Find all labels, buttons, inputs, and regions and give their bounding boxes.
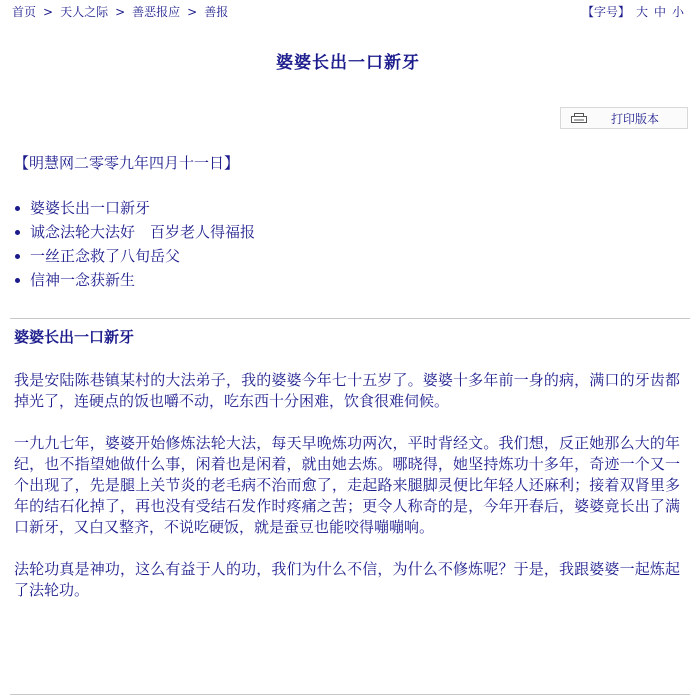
font-size-medium-button[interactable]: 中 — [653, 5, 666, 19]
toc-link[interactable]: 一丝正念救了八旬岳父 — [30, 247, 181, 265]
top-bar — [12, 2, 688, 22]
bullet-icon — [15, 254, 20, 259]
breadcrumb-tianren-link[interactable]: 天人之际 — [60, 5, 109, 19]
article-paragraph: 我是安陆陈巷镇某村的大法弟子，我的婆婆今年七十五岁了。婆婆十多年前一身的病，满口的牙齿都掉光了，连硬点的饭也嚼不动，吃东西十分困难，饮食很难伺候。 — [14, 371, 680, 410]
article-toc — [14, 196, 255, 292]
font-size-small-button[interactable]: 小 — [671, 5, 684, 19]
bullet-icon — [15, 278, 20, 283]
article-paragraph: 一九九七年，婆婆开始修炼法轮大法，每天早晚炼功两次，平时背经文。我们想，反正她那么大的年纪，也不指望她做什么事，闲着也是闲着，就由她去炼。哪晓得，她坚持炼功十多年，奇迹一个又一个出现了，先是腿上关节炎的老毛病不治而愈了，走起路来腿脚灵便比年轻人还麻利；接着双肾里多年的结石化掉了，再也没有受结石发作时疼痛之苦；更令人称奇的是，今年开春后，婆婆竟长出了满口新牙，又白又整齐，不说吃硬饭，就是蚕豆也能咬得嘣嘣响。 — [14, 434, 680, 536]
toc-item — [14, 196, 255, 220]
printer-icon — [571, 113, 587, 124]
toc-item — [14, 244, 255, 268]
font-size-label: 【字号】 — [581, 5, 630, 19]
toc-link[interactable]: 婆婆长出一口新牙 — [30, 199, 151, 217]
breadcrumb-shanbao-link[interactable]: 善报 — [204, 5, 229, 19]
publish-date: 【明慧网二零零九年四月十一日】 — [14, 154, 240, 172]
font-size-large-button[interactable]: 大 — [635, 5, 648, 19]
article-paragraph: 法轮功真是神功，这么有益于人的功，我们为什么不信，为什么不修炼呢？于是，我跟婆婆一起炼起了法轮功。 — [14, 560, 680, 599]
print-version-button[interactable] — [560, 107, 688, 129]
toc-link[interactable]: 信神一念获新生 — [30, 271, 136, 289]
breadcrumb — [12, 2, 228, 22]
print-version-label: 打印版本 — [611, 112, 660, 126]
toc-link[interactable]: 诚念法轮大法好 百岁老人得福报 — [30, 223, 256, 241]
toc-item — [14, 220, 255, 244]
font-size-selector — [582, 2, 684, 22]
bullet-icon — [15, 230, 20, 235]
breadcrumb-home-link[interactable]: 首页 — [12, 5, 37, 19]
breadcrumb-separator: > — [43, 5, 54, 19]
bottom-divider — [10, 694, 690, 695]
toc-item — [14, 268, 255, 292]
article-body — [14, 370, 680, 622]
section-divider — [10, 318, 690, 319]
breadcrumb-shane-link[interactable]: 善恶报应 — [132, 5, 181, 19]
bullet-icon — [15, 206, 20, 211]
breadcrumb-separator: > — [115, 5, 126, 19]
article-title: 婆婆长出一口新牙 — [276, 53, 420, 73]
breadcrumb-separator: > — [187, 5, 198, 19]
section-heading: 婆婆长出一口新牙 — [14, 328, 135, 346]
